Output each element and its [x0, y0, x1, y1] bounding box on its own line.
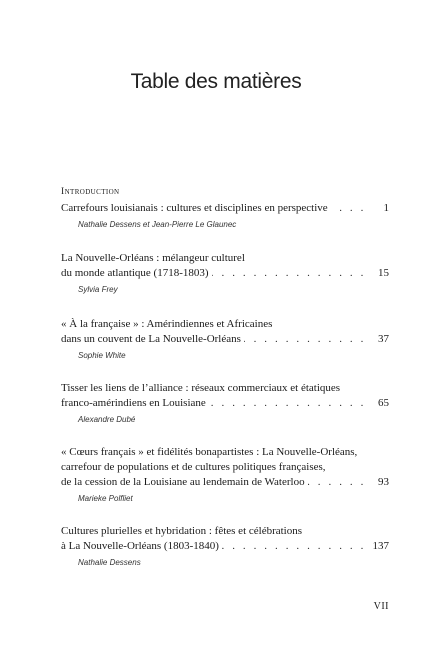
entry-title-line: « Cœurs français » et fidélités bonapartistes : La Nouvelle-Orléans,	[61, 446, 360, 458]
entry-title-line: Tisser les liens de l’alliance : réseaux commerciaux et étatiques	[61, 382, 343, 394]
entry-title-line: à La Nouvelle-Orléans (1803-1840)	[61, 540, 222, 552]
page-number: 65	[374, 396, 389, 411]
entry-title-line: du monde atlantique (1718-1803)	[61, 267, 212, 279]
entry-title-line: La Nouvelle-Orléans : mélangeur culturel	[61, 252, 248, 264]
entry-author: Marieke Polfliet	[78, 494, 133, 503]
entry-title-line: carrefour de populations et de cultures politiques françaises,	[61, 461, 329, 473]
entry-author: Sophie White	[78, 351, 126, 360]
toc-entry[interactable]	[61, 381, 389, 425]
entry-author: Nathalie Dessens et Jean-Pierre Le Glaunec	[78, 220, 237, 229]
entry-author: Alexandre Dubé	[78, 415, 136, 424]
page-number: 15	[374, 266, 389, 281]
entry-title-line: « À la française » : Amérindiennes et Africaines	[61, 318, 275, 330]
toc-entry[interactable]	[61, 201, 389, 230]
entry-title-line: de la cession de la Louisiane au lendemain de Waterloo	[61, 476, 308, 488]
toc-entry[interactable]	[61, 251, 389, 295]
toc-entry[interactable]	[61, 445, 389, 504]
entry-title-line: franco-amérindiens en Louisiane	[61, 397, 209, 409]
entry-author: Nathalie Dessens	[78, 558, 141, 567]
page-title: Table des matières	[130, 70, 302, 93]
entry-title-line: Carrefours louisianais : cultures et disciplines en perspective	[61, 202, 331, 214]
entry-author: Sylvia Frey	[78, 285, 118, 294]
section-label: Introduction	[61, 187, 120, 197]
toc-entry[interactable]	[61, 524, 389, 568]
page-number: 37	[374, 332, 389, 347]
toc-entry[interactable]	[61, 317, 389, 361]
page-number: 1	[380, 201, 390, 216]
page-number: 137	[369, 539, 390, 554]
page-number: 93	[374, 475, 389, 490]
entry-title-line: Cultures plurielles et hybridation : fêtes et célébrations	[61, 525, 305, 537]
entry-title-line: dans un couvent de La Nouvelle-Orléans	[61, 333, 244, 345]
page-folio: VII	[373, 601, 389, 612]
